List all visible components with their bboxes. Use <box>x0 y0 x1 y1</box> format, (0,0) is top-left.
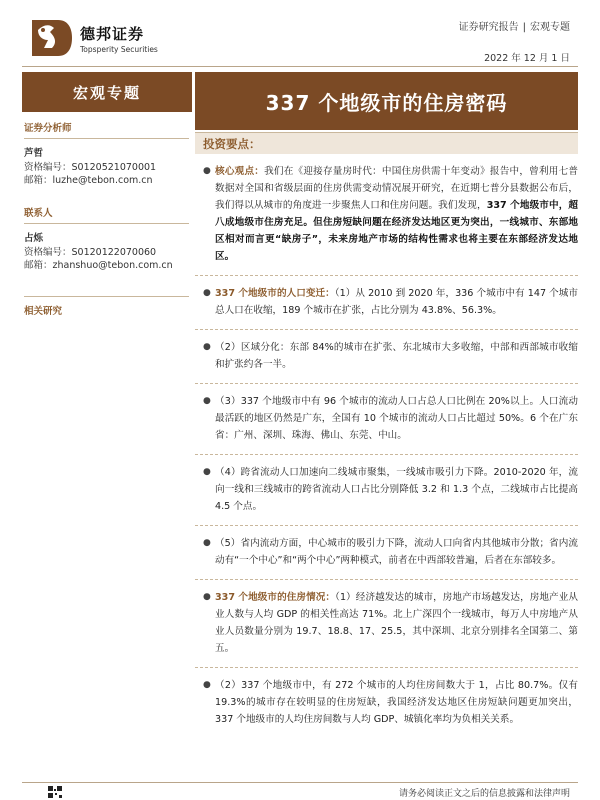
analyst-name: 芦哲 <box>24 148 44 159</box>
paragraph-lead: 337 个地级市的人口变迁： <box>215 288 335 299</box>
paragraph-lead: 核心观点： <box>215 166 265 177</box>
contact-email[interactable]: 邮箱：zhanshuo@tebon.com.cn <box>24 260 173 271</box>
analyst-license: 资格编号：S0120521070001 <box>24 162 157 173</box>
paragraph-divider <box>195 275 578 276</box>
paragraph-divider <box>195 454 578 455</box>
paragraph-text: （3）337 个地级市中有 96 个城市的流动人口占总人口比例在 20%以上。人口流动最活跃的地区仍然是广东，全国有 10 个城市的流动人口占比超过 50%。6 个在广东省：广州、深圳、珠海、佛山、东莞、中山。 <box>215 396 578 441</box>
logo-text-en: Topsperity Securities <box>80 44 158 54</box>
page-header <box>0 0 600 70</box>
report-type: 证券研究报告 <box>458 22 519 33</box>
paragraph-text: 我们在《迎接存量房时代：中国住房供需十年变动》报告中，曾利用七普数据对全国和省级层面的住房供需变动情况展开研究，在近期七普分县数据公布后，我们得以从城市的角度进一步聚焦人口和住房问题。我们发现， <box>215 166 579 211</box>
analyst-heading: 证券分析师 <box>24 123 72 134</box>
sidebar-divider <box>24 296 189 297</box>
footer-disclaimer: 请务必阅读正文之后的信息披露和法律声明 <box>398 789 570 799</box>
section-title: 投资要点： <box>195 132 578 154</box>
paragraph-text: （2）区域分化：东部 84%的城市在扩张、东北城市大多收缩，中部和西部城市收缩和扩张约各一半。 <box>215 342 578 370</box>
paragraph-text: （1）经济越发达的城市，房地产市场越发达，房地产业从业人数与人均 GDP 的相关性高达 71%。北上广深四个一线城市，每万人中房地产从业人员数量分别为 19.7、18.8、17、25.5，其中深圳、北京分别排名全国第二、第五。 <box>215 592 578 654</box>
paragraph-text: （5）省内流动方面，中心城市的吸引力下降，流动人口向省内其他城市分散；省内流动有“一个中心”和“两个中心”两种模式，前者在中西部较普遍，后者在东部较多。 <box>215 538 578 566</box>
sidebar-divider <box>24 138 189 139</box>
paragraph-cross-province <box>195 464 578 515</box>
paragraph-text: （2）337 个地级市中，有 272 个城市的人均住房间数大于 1，占比 80.7%。仅有 19.3%的城市存在较明显的住房短缺，我国经济发达地区住房短缺问题更加突出，337 个地级市的人均住房间数与人均 GDP、城镇化率均为负相关关系。 <box>215 680 578 725</box>
paragraph-divider <box>195 525 578 526</box>
paragraph-intra-province <box>195 535 578 569</box>
bullet-icon: ● <box>203 396 211 406</box>
bullet-icon: ● <box>203 288 211 298</box>
company-logo <box>28 18 158 58</box>
bullet-icon: ● <box>203 166 211 176</box>
paragraph-bold: 337 个地级市中，超八成地级市住房充足。但住房短缺问题在经济发达地区更为突出，一线城市、东部地区相对而言更“缺房子”，未来房地产市场的结构性需求也将主要在东部经济发达地区。 <box>215 200 578 262</box>
paragraph-regional <box>195 339 578 373</box>
paragraph-core-view <box>195 163 578 265</box>
contact-license: 资格编号：S0120122070060 <box>24 247 157 258</box>
paragraph-text: （4）跨省流动人口加速向二线城市聚集，一线城市吸引力下降。2010-2020 年，流向一线和三线城市的跨省流动人口占比分别降低 3.2 和 1.3 个点，二线城市占比提高 4.5 个点。 <box>215 467 578 512</box>
category-banner: 宏观专题 <box>22 72 192 112</box>
contact-name: 占烁 <box>24 233 44 244</box>
logo-text-cn: 德邦证券 <box>80 24 145 43</box>
paragraph-divider <box>195 329 578 330</box>
paragraph-text: （1）从 2010 到 2020 年，336 个城市中有 147 个城市总人口在收缩，189 个城市在扩张，占比分别为 43.8%、56.3%。 <box>215 288 578 316</box>
paragraph-housing <box>195 589 578 657</box>
paragraph-lead: 337 个地级市的住房情况： <box>215 592 336 603</box>
analyst-email[interactable]: 邮箱：luzhe@tebon.com.cn <box>24 175 153 186</box>
report-type-label <box>459 18 570 33</box>
paragraph-divider <box>195 667 578 668</box>
bullet-icon: ● <box>203 592 211 602</box>
contact-heading: 联系人 <box>24 208 53 219</box>
footer-divider <box>22 782 578 783</box>
header-separator: | <box>522 22 526 33</box>
main-content <box>195 132 578 728</box>
report-category: 宏观专题 <box>530 22 570 33</box>
report-date: 2022 年 12 月 1 日 <box>484 53 570 64</box>
sidebar <box>24 120 189 321</box>
paragraph-housing-shortage <box>195 677 578 728</box>
paragraph-divider <box>195 383 578 384</box>
header-divider <box>22 66 578 67</box>
bullet-icon: ● <box>203 680 211 690</box>
bullet-icon: ● <box>203 342 211 352</box>
paragraph-divider <box>195 579 578 580</box>
report-title: 337 个地级市的住房密码 <box>195 72 578 130</box>
bullet-icon: ● <box>203 538 211 548</box>
sidebar-divider <box>24 223 189 224</box>
logo-mark-icon <box>28 18 74 58</box>
qr-code-icon <box>48 786 62 798</box>
paragraph-floating-pop <box>195 393 578 444</box>
paragraph-population <box>195 285 578 319</box>
bullet-icon: ● <box>203 467 211 477</box>
related-research-heading: 相关研究 <box>24 306 63 317</box>
